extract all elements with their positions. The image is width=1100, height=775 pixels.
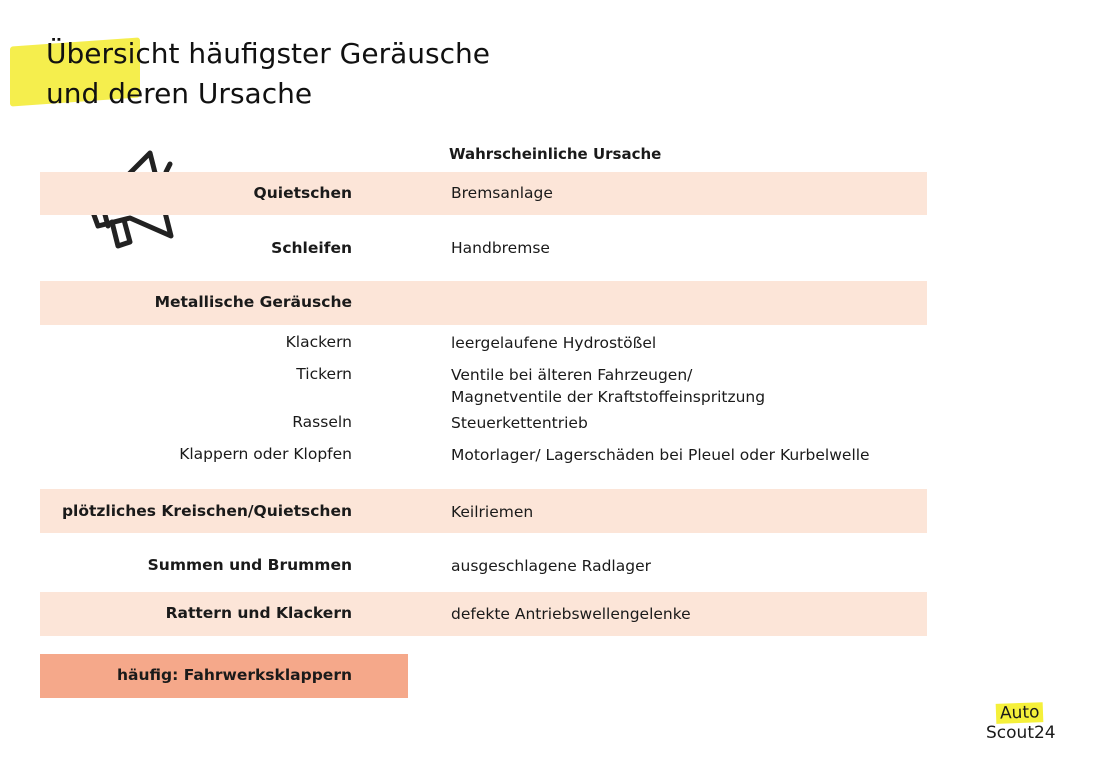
table-row: Rasseln Steuerkettentrieb xyxy=(292,413,588,432)
table-row: Rattern und Klackern defekte Antriebswellengelenke xyxy=(40,592,927,636)
column-header-cause: Wahrscheinliche Ursache xyxy=(449,145,662,163)
page-title: Übersicht häufigster Geräusche und deren Ursache xyxy=(46,37,490,110)
table-row: Klappern oder Klopfen Motorlager/ Lagerschäden bei Pleuel oder Kurbelwelle xyxy=(179,445,870,464)
table-row: Klackern leergelaufene Hydrostößel xyxy=(285,333,657,352)
autoscout24-logo: Auto Scout24 xyxy=(986,702,1056,743)
table-row: Schleifen Handbremse xyxy=(271,239,550,257)
table-row: Quietschen Bremsanlage xyxy=(40,172,927,215)
table-row: plötzliches Kreischen/Quietschen Keilriemen xyxy=(40,489,927,533)
table-row-highlight: häufig: Fahrwerksklappern xyxy=(40,654,408,698)
table-row: Metallische Geräusche xyxy=(40,281,927,325)
table-row: Tickern Ventile bei älteren Fahrzeugen/ Magnetventile der Kraftstoffeinspritzung xyxy=(296,365,766,406)
table-row: Summen und Brummen ausgeschlagene Radlager xyxy=(147,556,651,575)
